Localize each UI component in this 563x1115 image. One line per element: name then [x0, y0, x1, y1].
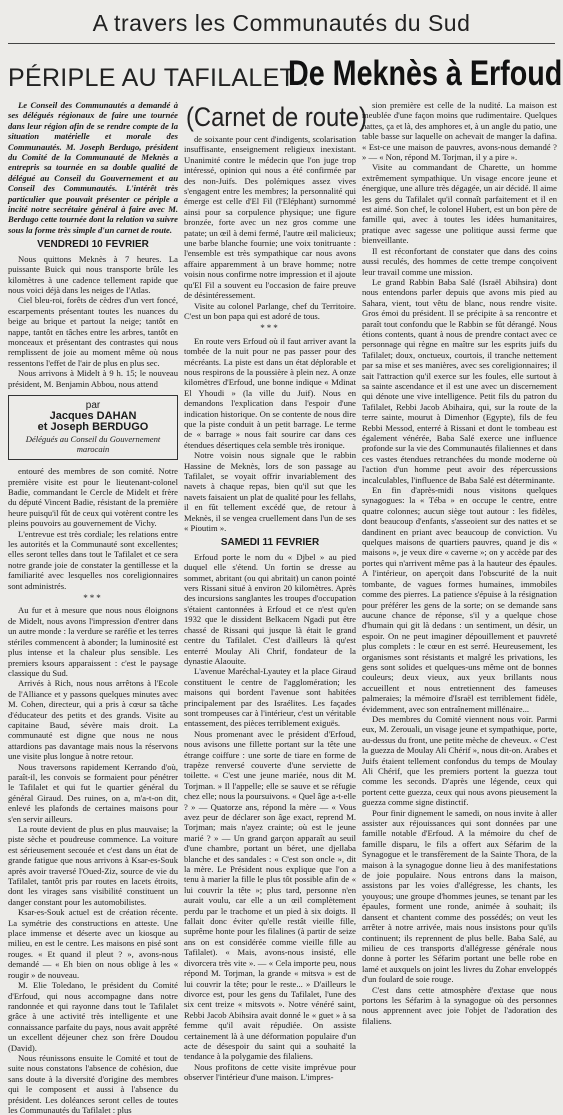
byline-box — [8, 395, 178, 460]
column-2 — [184, 134, 356, 1083]
paragraph: L'entrevue est très cordiale; les relations entre les autorités et la Communauté sont excellentes; elles seront telles dans tout le Tafilalet et ce sera notre grande joie de constater la gentillesse et la familiarité avec lesquelles nos coreligionnaires sont administrés. — [8, 528, 178, 591]
paragraph: Nous quittons Meknès à 7 heures. La puissante Buick qui nous transporte brûle les kilomètres à une cadence tellement rapide que nous voici déjà dans les neiges de l'Atlas. — [8, 253, 178, 295]
kicker-title: A travers les Communautés du Sud — [92, 10, 471, 36]
paragraph: de soixante pour cent d'indigents, scolarisation insuffisante, enseignement religieux inexistant. Unanimité contre le médecin que l'on juge trop intéressé, opinion qui nous a été confirmée par des non-Juifs. Des polémiques assez vives s'engagent entre les membres; la personnalité qui émerge est celle d'El Fil (l'Eléphant) surnommé ainsi pour sa corpulence physique; une figure bronzée, forte avec un nez gros comme une patate; un œil à demi fermé, l'autre œil malicieux; une barbe blanche fournie; une voix tonitruante : l'ensemble est très sympathique car nous avons affaire apparemment à un brave homme; notre voisin nous confirme notre impression et il ajoute qu'El Fil a souvent eu l'occasion de faire preuve de désintéressement. — [184, 134, 356, 301]
headline-left: PÉRIPLE AU TAFILALET : — [8, 64, 310, 92]
paragraph: Ciel bleu-roi, forêts de cèdres d'un vert foncé, escarpements présentant toutes les nuances du beige au brique et partout la neige; tantôt en nappe, tantôt en tâches entre les arbres, tantôt en monceaux et présentant des contrastes qui nous remplissent de joie au moment même où nous ressentons l'effet de l'air de plus en plus sec. — [8, 295, 178, 368]
paragraph: sion première est celle de la nudité. La maison est meublée d'une façon moins que rudimentaire. Quelques nattes, ça et là, des amphores et, à un angle du patio, une table basse sur laquelle on achevait de manger la dafina. « Est-ce une maison de pauvres, avons-nous demandé ? » — « Non, répond M. Torjman, il y a pire ». — [362, 100, 557, 163]
column-3 — [362, 100, 557, 1026]
paragraph: L'avenue Maréchal-Lyautey et la place Giraud constituent le centre de l'agglomération; les maisons qui bordent l'avenue sont habitées principalement par des Israélites. Les façades sont trompeuses car à l'intérieur, c'est un véritable entassement, des pièces terriblement exiguës. — [184, 666, 356, 729]
section-heading-saturday: SAMEDI 11 FEVRIER — [220, 537, 320, 549]
paragraph: Visite au commandant de Charette, un homme extrêmement sympathique. Un visage encore jeune et énergique, une allure très dégagée, un air décidé. Il aime les gens du Tafilalet qu'il connaît parfaitement et il en est aimé. Son chef, le colonel Hubert, est un bon père de famille qui, avec à toutes les idées humanitaires, pratique avec sagesse une politique aussi ferme que bienveillante. — [362, 162, 557, 246]
intro-paragraph: Le Conseil des Communautés a demandé à ses délégués régionaux de faire une tournée dans leur région afin de se rendre compte de la situation matérielle et morale des Communautés. M. Joseph Berdugo, président du Comité de la Communauté de Meknès a entrepris sa tournée en sa double qualité de délégué au Conseil du Gouvernement et au Conseil des Communautés. L'intérêt très particulier que pouvait présenter ce périple a incité notre secrétaire général à faire avec M. Berdugo cette tournée dont la relation va suivre sous la forme très simple d'un carnet de route. — [8, 100, 178, 235]
paragraph: entouré des membres de son comité. Notre première visite est pour le lieutenant-colonel Badie, commandant le Cercle de Midelt et frère du député Vincent Badie, résistant de la première heure puisqu'il fût de ceux qui votèrent contre les pleins pouvoirs au gouvernement de Vichy. — [8, 466, 178, 529]
paragraph: Des membres du Comité viennent nous voir. Parmi eux, M. Zerouali, un visage jeune et sympathique, porte, au-dessus du front, une petite mèche de cheveux. « C'est la guezza de Moulay Ali Chérif », nous dit-on. Arabes et Juifs étaient tellement confondus du temps de Moulay Ali Chérif, que les premiers portent la guezza tout comme les seconds. D'après une légende, ceux qui portent cette guezza, ceux qui nous avons pieusement la guezza comme signe distinctif. — [362, 713, 557, 808]
byline-prefix: par — [85, 399, 101, 411]
paragraph: Nous profitons de cette visite imprévue pour observer l'intérieur d'une maison. L'impres- — [184, 1061, 356, 1083]
paragraph: Pour finir dignement le samedi, on nous invite à aller assister aux réjouissances qui sont données par une famille notable d'Erfoud. A la mémoire du chef de famille disparu, le fils a offert aux Séfarim de la Synagogue et le transfèrement de la Sainte Thora, de la maison à la synagogue donne lieu à des manifestations de joie populaire. Nous entrons dans la maison, assistons par les voies d'allégresse, les chants, les youyous; une groupe d'hommes jeunes, se tenant par les épaules, forment une ronde, animée à souhait; ils dansent et chantent comme des possédés; on veut les arrêter à notre arrivée, mais nous insistons pour qu'ils continuent; ils reprennent de plus belle. Baba Salé, au milieu de ces transports d'allégresse générale nous donne à porter les Séfarim portant une belle robe en lamé et auxquels on joint les livres du Zohar enveloppés d'un foulard de soie rouge. — [362, 807, 557, 985]
paragraph: Le grand Rabbin Baba Salé (Israël Abihsira) dont nous entendons parler depuis que avons mis pied au Sahara, vient, tout vêtu de blanc, nous rendre visite. Gros émoi du président. Il se précipite à sa rencontre et paraît tout confondu que le Rabbin se fût dérangé. Nous étions contents, quant à nous de prendre contact avec ce personnage qui règne en maître sur les esprits juifs du Tafilalet; doux, onctueux, courtois, il tranche nettement par sa mise et ses manières, avec ses coreligionnaires; il sait l'attraction qu'il exerce sur les foules, elle surtout à sa sainte ascendance et il est une avec un discernement qui dénote une vive intelligence. Petit fils du patron du Tafilalet, Rebbi Jacob Abihaira, qui, sur la route de la terre sainte, mourut à Dimenhor (Egypte), fils de feu Rebbi Messod, enterré à Rissani et dont le tombeau est également vénérée, Baba Salé exerce une influence profonde sur la vie des Communautés filaliennes et dans ces vastes étendues retranchées du monde moderne où l'action d'un homme peut avoir des répercussions incalculables, l'influence de Baba Salé est déterminante. — [362, 276, 557, 485]
paragraph: En route vers Erfoud où il faut arriver avant la tombée de la nuit pour ne pas passer pour des mécréants. La piste est dans un état déplorable et nous respirons de la poussière à plein nez. A onze kilomètres d'Erfoud, une bonne indique « Mdinat El Yhoudi » (la ville du Juif). Nous en demandons l'explication dans l'espoir d'une indication historique. On se contente de nous dire que la piste conduit à un petit barrage. Le terme de « barrage » nous fait sourire car dans ces étendues désertiques cela semble très ironique. — [184, 335, 356, 450]
paragraph: Visite au colonel Parlange, chef du Territoire. C'est un bon papa qui est adoré de tous. — [184, 300, 356, 321]
kicker-rule — [8, 43, 555, 44]
paragraph: C'est dans cette atmosphère d'extase que nous portons les Séfarim à la synagogue où des personnes nous apprennent avec joie l'objet de l'adoration des filaliens. — [362, 984, 557, 1026]
paragraph: M. Elie Toledano, le président du Comité d'Erfoud, qui nous accompagne dans notre randonnée et qui rayonne dans tout le Tafilalet grâce à une activité très intelligente et une connaissance parfaite du pays, nous avait apprêté un excellent déjeuner chez son frère Doudou (David). — [8, 980, 178, 1053]
paragraph: Ksar-es-Souk actuel est de création récente. La symétrie des constructions en atteste. Une place immense et déserte avec un kiosque au milieu, en est le centre. Les maisons en pisé sont rouges. « Et quand il pleut ? », avons-nous demandé — « Eh bien on nous oblige à les « rougir » de nouveau. — [8, 907, 178, 980]
byline-name-1: Jacques DAHAN — [49, 410, 137, 423]
paragraph: Nous traversons rapidement Kerrando d'où, paraît-il, les convois se formaient pour pénétrer le Tafilalet et qui fut le quartier général du général Giraud. Des ruines, on a, m'a-t-on dit, enlevé les plafonds de certaines maisons pour s'en servir ailleurs. — [8, 761, 178, 824]
paragraph: En fin d'après-midi nous visitons quelques synagogues: la « Téba » en occupe le centre, entre quatre colonnes; aucun siège tout autour : les fidèles, dont beaucoup d'enfants, s'asseoient sur des nattes et se dandinent en priant avec beaucoup de conviction. Vu quelques maisons de quartiers pauvres, quand je dis « maisons », je veux dire « caverne »; on y accède par des portes qui n'arrivent même pas à la hauteur des épaules. A l'intérieur, on aperçoit dans l'obscurité de la nuit tombante, de vagues formes humaines, immobiles comme des pierres. La patience s'épuise à la résignation pour préférer les gens de la sorte; on se demande sans aucune chance de réponse, s'il y a quelque chose d'humain qui git là dedans : un sentiment, un désir, un espoir. On ne peut imaginer dépouillement et pauvreté plus complets : le cœur en est serré. Heureusement, les organismes sont résistants et malgré les privations, les gens sont solides et quelques-uns même ont de bonnes couleurs; deux vieux, aux yeux brillants nous accueillent et nous entretiennent des fameuses palmeraies; la mémoire d'Israël est terriblement fidèle, évidemment, avec son entraînement millénaire... — [362, 485, 557, 714]
paragraph: Nous arrivons à Midelt à 9 h. 15; le nouveau président, M. Benjamin Abbou, nous attend — [8, 368, 178, 389]
paragraph: Il est réconfortant de constater que dans des coins aussi reculés, des hommes de cette trempe conçoivent leur travail comme une mission. — [362, 245, 557, 277]
paragraph: Au fur et à mesure que nous nous éloignons de Midelt, nous avons l'impression d'entrer dans un autre monde : la verdure se raréfie et les terres stériles commencent à abonder; la luminosité est plus intense et la chaleur plus sensible. Les premiers ksours apparaissent : c'est le paysage classique du Sud. — [8, 605, 178, 678]
paragraph: Nous promenant avec le président d'Erfoud, nous avisons une fillette portant sur la tête une étrange coiffure : une sorte de tiare en forme de trapèze renversé couverte d'une serviette de toilette. « C'est une jeune mariée, nous dit M. Torjman. » Il l'appelle; elle se sauve et se réfugie chez elle; nous la poursuivons. « Quel âge a-t-elle ? » — Quatorze ans, répond la mère — « Vous avez peur de déclarer son âge exact, reprend M. Torjman; mais n'ayez crainte; où est le jeune marié ? » — Un grand garçon apparaît au seuil d'une chambre, portant un béret, une djellaba blanche et des sandales : « C'est son oncle », dit la mère. Le Président nous explique que l'on a tenu à marier la fille le plus tôt possible afin de « lui couvrir la tête »; plus tard, personne n'en aurait voulu, car elle a un œil complètement perdu par le trachome et un pied à six doigts. Il fallait donc éviter qu'elle restât vieille fille, suprême honte pour les filalines (à partir de seize ans on est considérée comme vieille fille au Tafilalet). « Mais, avons-nous insisté, elle divorcera très vite ». — « Cela importe peu, nous répond M. Torjman, la grande « mitsva » est de lui couvrir la tête; pour le reste... » D'ailleurs le divorce est, pour les gens du Tafilalet, l'une des six cent treize « mitsvots ». Notre vénéré saint, Rebbi Jacob Abihsira avait donné le « guet » à sa femme qu'il avait répudiée. On assiste certainement là à une déformation populaire d'un acte de désespoir du saint qui a souhaité la tendance à la polygamie des filaliens. — [184, 728, 356, 1062]
byline-role: Délégués au Conseil du Gouvernement marocain — [25, 434, 161, 455]
section-heading-friday: VENDREDI 10 FEVRIER — [37, 239, 149, 251]
paragraph: Notre voisin nous signale que le rabbin Hassine de Meknès, lors de son passage au Tafilalet, se voyait offrir invariablement des navets à chaque repas, bien qu'il sut que les navets faisaient un plat de qualité pour les fellahs, il en fût tellement excédé que, de retour à Meknès, il se vengea cruellement dans l'un de ses « Pioutim ». — [184, 450, 356, 534]
headline-right: De Meknès à Erfoud — [288, 54, 563, 93]
paragraph: Erfoud porte le nom du « Djbel » au pied duquel elle s'étend. Un fortin se dresse au sommet, abritant (ou qui abritait) un canon pointé vers Rissani situé à environ 20 kilomètres. Après des incursions sanglantes les troupes d'occupation s'étaient cantonnées à Erfoud et ce n'est qu'en 1932 que le dissident Belkacem Ngadi put être chassé de Rissani qui jusque là était le grand centre du Tafilalet. C'est d'ailleurs là qu'est enterré Moulay Ali Chrif, fondateur de la dynastie Alaouite. — [184, 551, 356, 666]
column-1 — [8, 100, 178, 1115]
section-separator: *** — [260, 323, 280, 334]
headline-subtitle: (Carnet de route) — [186, 102, 367, 132]
byline-name-2: et Joseph BERDUGO — [37, 420, 149, 433]
section-separator: *** — [83, 593, 103, 604]
paragraph: Arrivés à Rich, nous nous arrêtons à l'Ecole de l'Alliance et y passons quelques minutes avec M. Cohen, directeur, qui a pris à cœur sa tâche d'éducateur des petits et des grands. Visite au capitaine Baud, sévère mais droit. La communauté est digne que nous ne nous attardions pas davantage mais nous la réservons une visite plus longue à notre retour. — [8, 678, 178, 762]
paragraph: La route devient de plus en plus mauvaise; la piste sèche et poudreuse commence. La voiture est sérieusement secouée et c'est dans un état de grande fatigue que nous arrivons à Ksar-es-Souk après avoir traversé l'Oued-Ziz, source de vie du Tafilalet, tantôt pris par routes en lacets étroits, dont les virages sans visibilité constituent un danger constant pour les automobilistes. — [8, 824, 178, 907]
paragraph: Nous réunissons ensuite le Comité et tout de suite nous constatons l'absence de cohésion, due sans doute à la diversité d'origine des membres qui le composent et aussi à l'absence du président. Les doléances seront celles de toutes les Communautés du Tafilalet : plus — [8, 1052, 178, 1115]
